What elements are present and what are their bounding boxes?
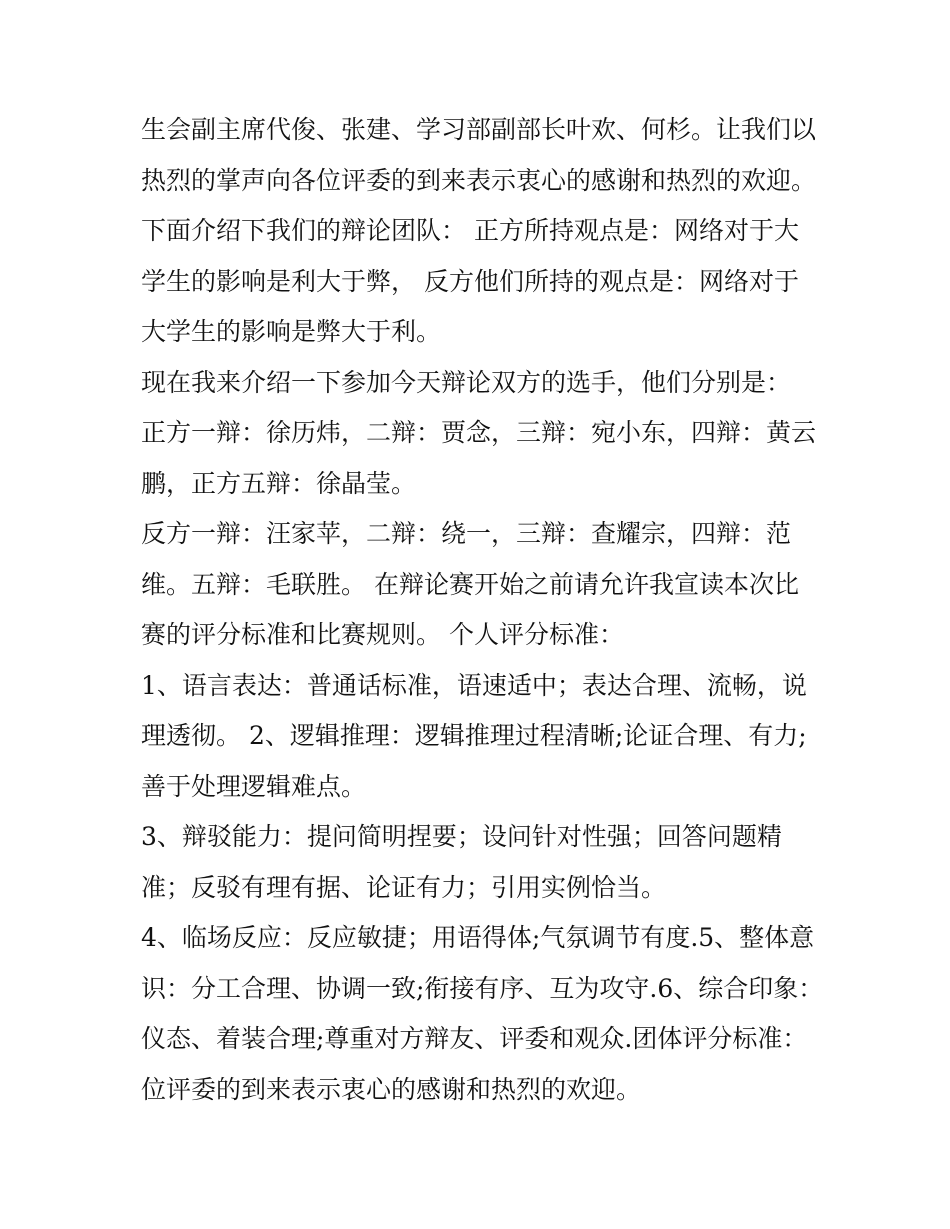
text-line: 正方一辩：徐历炜，二辩：贾念，三辩：宛小东，四辩：黄云 [141,418,817,447]
text-line: 准；反驳有理有据、论证有力；引用实例恰当。 [141,872,667,902]
paragraph-negative-team [141,509,821,661]
document-body [141,105,824,1115]
text-line: 鹏，正方五辩：徐晶莹。 [141,468,417,498]
text-line: 维。五辩：毛联胜。 在辩论赛开始之前请允许我宣读本次比 [141,569,799,599]
paragraph-affirmative-team [141,358,821,510]
text-line: 赛的评分标准和比赛规则。 个人评分标准： [141,620,624,649]
paragraph-criteria-language-logic [141,661,821,813]
text-line: 1、语言表达：普通话标准，语速适中；表达合理、流畅，说 [141,670,807,700]
text-line: 善于处理逻辑难点。 [141,771,367,801]
text-line: 识：分工合理、协调一致;衔接有序、互为攻守.6、综合印象： [141,973,824,1003]
text-line: 热烈的掌声向各位评委的到来表示衷心的感谢和热烈的欢迎。 [141,165,817,195]
text-line: 理透彻。 2、逻辑推理：逻辑推理过程清晰;论证合理、有力; [141,721,807,750]
text-line: 生会副主席代俊、张建、学习部副部长叶欢、何杉。让我们以 [141,115,817,144]
text-line: 现在我来介绍一下参加今天辩论双方的选手，他们分别是： [141,367,792,397]
text-line: 反方一辩：汪家苹，二辩：绕一，三辩：查耀宗，四辩：范 [141,519,792,548]
paragraph-criteria-rebuttal [141,812,821,913]
text-line: 大学生的影响是弊大于利。 [141,317,442,346]
text-line: 4、临场反应：反应敏捷；用语得体;气氛调节有度.5、整体意 [141,923,815,952]
paragraph-criteria-response-overall [141,913,824,1115]
paragraph-introduction [141,105,821,358]
text-line: 位评委的到来表示衷心的感谢和热烈的欢迎。 [141,1074,642,1104]
text-line: 学生的影响是利大于弊， 反方他们所持的观点是：网络对于 [141,266,799,296]
text-line: 3、辩驳能力：提问简明捏要；设问针对性强；回答问题精 [141,822,782,851]
text-line: 仪态、着装合理;尊重对方辩友、评委和观众.团体评分标准： [141,1024,808,1053]
text-line: 下面介绍下我们的辩论团队： 正方所持观点是：网络对于大 [141,216,799,245]
